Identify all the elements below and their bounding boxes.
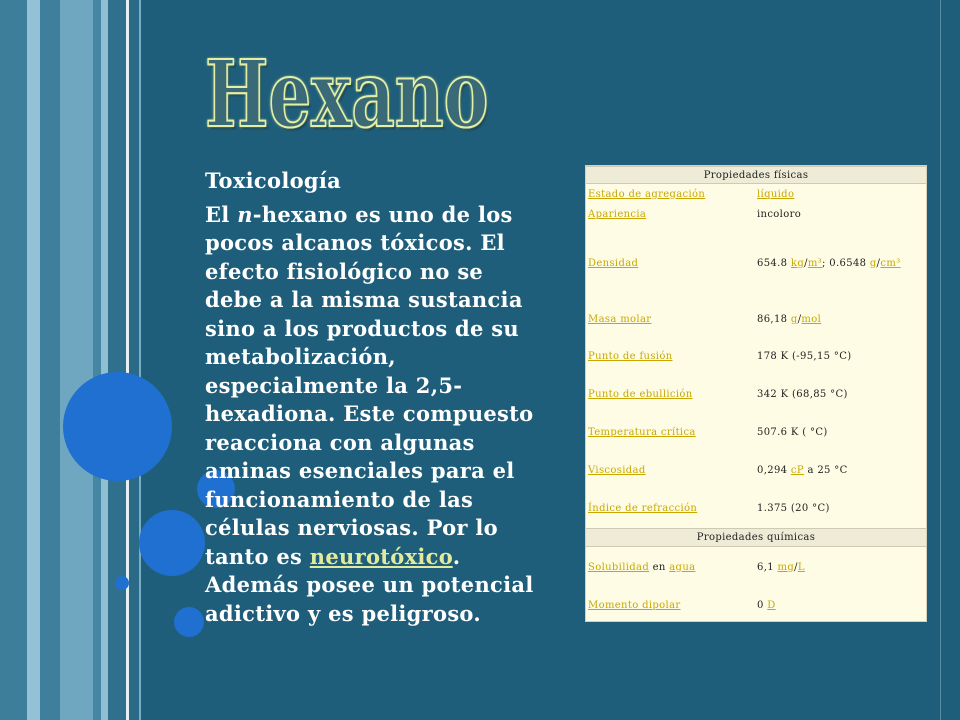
line-text: tanto es bbox=[205, 543, 310, 569]
value-text: 0 bbox=[757, 599, 768, 611]
section-header-text: Propiedades químicas bbox=[696, 532, 816, 543]
paragraph-line: adictivo y es peligroso. bbox=[205, 600, 481, 626]
value-text: 1.375 (20 °C) bbox=[757, 503, 830, 514]
italic-n: n bbox=[237, 201, 253, 227]
table-row bbox=[586, 184, 926, 204]
value-text: / bbox=[794, 561, 798, 573]
temperatura-critica-link[interactable]: Temperatura crítica bbox=[588, 426, 696, 438]
table-row bbox=[586, 413, 926, 451]
g-link[interactable]: g bbox=[869, 257, 877, 269]
m3-link[interactable]: m³ bbox=[807, 257, 823, 269]
value-text: a 25 °C bbox=[803, 464, 848, 476]
value-text: 178 K (-95,15 °C) bbox=[757, 351, 852, 362]
table-row bbox=[586, 375, 926, 413]
property-value bbox=[753, 562, 926, 573]
property-value bbox=[753, 351, 926, 362]
value-text: 654.8 bbox=[757, 257, 791, 269]
table-row bbox=[586, 338, 926, 375]
line-text: . bbox=[452, 543, 461, 569]
table-row bbox=[586, 587, 926, 623]
section-header-text: Propiedades físicas bbox=[703, 169, 809, 181]
physical-properties-header bbox=[586, 166, 926, 184]
property-label bbox=[586, 562, 753, 573]
paragraph-line: debe a la misma sustancia bbox=[205, 287, 523, 312]
paragraph-line: reacciona con algunas bbox=[205, 429, 475, 455]
estado-de-agregacion-link[interactable]: Estado de agregación bbox=[588, 188, 706, 200]
g-link[interactable]: g bbox=[790, 314, 798, 325]
paragraph-line: efecto fisiológico no se bbox=[205, 258, 484, 284]
paragraph-line: aminas esenciales para el bbox=[205, 458, 515, 483]
table-row bbox=[586, 489, 926, 528]
decorative-circle-small bbox=[174, 607, 204, 637]
value-text: / bbox=[804, 257, 808, 269]
right-edge-line bbox=[940, 0, 941, 720]
densidad-link[interactable]: Densidad bbox=[588, 257, 639, 269]
punto-de-ebullicion-link[interactable]: Punto de ebullición bbox=[588, 388, 693, 400]
value-text: / bbox=[797, 314, 802, 325]
paragraph-line bbox=[205, 201, 580, 230]
viscosidad-link[interactable]: Viscosidad bbox=[588, 464, 646, 476]
agua-link[interactable]: agua bbox=[669, 561, 696, 573]
paragraph-line: hexadiona. Este compuesto bbox=[205, 401, 534, 426]
solubilidad-link[interactable]: Solubilidad bbox=[588, 561, 650, 573]
neurotoxico-link[interactable]: neurotóxico bbox=[309, 543, 453, 569]
property-label bbox=[586, 209, 753, 220]
value-text: 6,1 bbox=[757, 561, 778, 573]
property-value bbox=[753, 465, 926, 476]
momento-dipolar-link[interactable]: Momento dipolar bbox=[588, 599, 681, 611]
paragraph-line: funcionamiento de las bbox=[205, 486, 474, 512]
table-row bbox=[586, 547, 926, 587]
paragraph-line: células nerviosas. Por lo bbox=[205, 515, 498, 540]
paragraph-line: especialmente la 2,5- bbox=[205, 372, 463, 398]
l-link[interactable]: L bbox=[797, 561, 805, 573]
apariencia-link[interactable]: Apariencia bbox=[588, 209, 647, 220]
value-text: / bbox=[876, 257, 881, 269]
paragraph-line bbox=[205, 543, 580, 572]
value-text: 342 K (68,85 °C) bbox=[757, 388, 848, 400]
masa-molar-link[interactable]: Masa molar bbox=[588, 314, 652, 325]
property-label bbox=[586, 351, 753, 362]
kg-link[interactable]: kg bbox=[790, 257, 805, 269]
property-value bbox=[753, 258, 926, 269]
line-text: El bbox=[205, 201, 238, 227]
property-value bbox=[753, 503, 926, 514]
cp-link[interactable]: cP bbox=[790, 464, 804, 476]
left-stripe-decoration bbox=[0, 0, 145, 720]
property-value bbox=[753, 389, 926, 400]
value-text: ; 0.6548 bbox=[822, 257, 870, 269]
table-row bbox=[586, 204, 926, 225]
property-label bbox=[586, 427, 753, 438]
paragraph-line: pocos alcanos tóxicos. El bbox=[205, 230, 505, 255]
d-link[interactable]: D bbox=[767, 599, 776, 611]
properties-table bbox=[585, 165, 927, 622]
indice-de-refraccion-link[interactable]: Índice de refracción bbox=[588, 503, 698, 514]
body-text-block bbox=[205, 167, 580, 628]
property-value bbox=[753, 314, 926, 325]
chemical-properties-header bbox=[586, 528, 926, 547]
table-row bbox=[586, 301, 926, 338]
label-text: en bbox=[649, 561, 670, 573]
property-label bbox=[586, 389, 753, 400]
mol-link[interactable]: mol bbox=[801, 314, 822, 325]
property-value bbox=[753, 189, 926, 200]
decorative-circle-tiny bbox=[115, 576, 129, 590]
table-row bbox=[586, 225, 926, 301]
liquido-link[interactable]: líquido bbox=[757, 188, 795, 200]
table-row bbox=[586, 451, 926, 489]
value-text: 0,294 bbox=[757, 464, 791, 476]
section-heading: Toxicología bbox=[205, 168, 342, 193]
decorative-circle-medium bbox=[139, 510, 205, 576]
cm3-link[interactable]: cm³ bbox=[880, 257, 901, 269]
property-label bbox=[586, 600, 753, 611]
property-value bbox=[753, 427, 926, 438]
property-label bbox=[586, 258, 753, 269]
paragraph bbox=[205, 201, 580, 629]
punto-de-fusion-link[interactable]: Punto de fusión bbox=[588, 351, 673, 362]
paragraph-line: sino a los productos de su bbox=[205, 315, 520, 341]
slide-title: Hexano bbox=[205, 40, 489, 148]
property-label bbox=[586, 503, 753, 514]
property-label bbox=[586, 465, 753, 476]
property-label bbox=[586, 314, 753, 325]
decorative-circle-large bbox=[63, 372, 172, 481]
mg-link[interactable]: mg bbox=[777, 561, 795, 573]
property-value bbox=[753, 600, 926, 611]
paragraph-line: metabolización, bbox=[205, 344, 396, 369]
value-text: 86,18 bbox=[757, 314, 791, 325]
value-text: 507.6 K ( °C) bbox=[757, 426, 828, 438]
line-text: -hexano es uno de los bbox=[252, 201, 513, 227]
property-label bbox=[586, 189, 753, 200]
paragraph-line: Además posee un potencial bbox=[205, 572, 534, 597]
value-text: incoloro bbox=[757, 209, 802, 220]
property-value bbox=[753, 209, 926, 220]
